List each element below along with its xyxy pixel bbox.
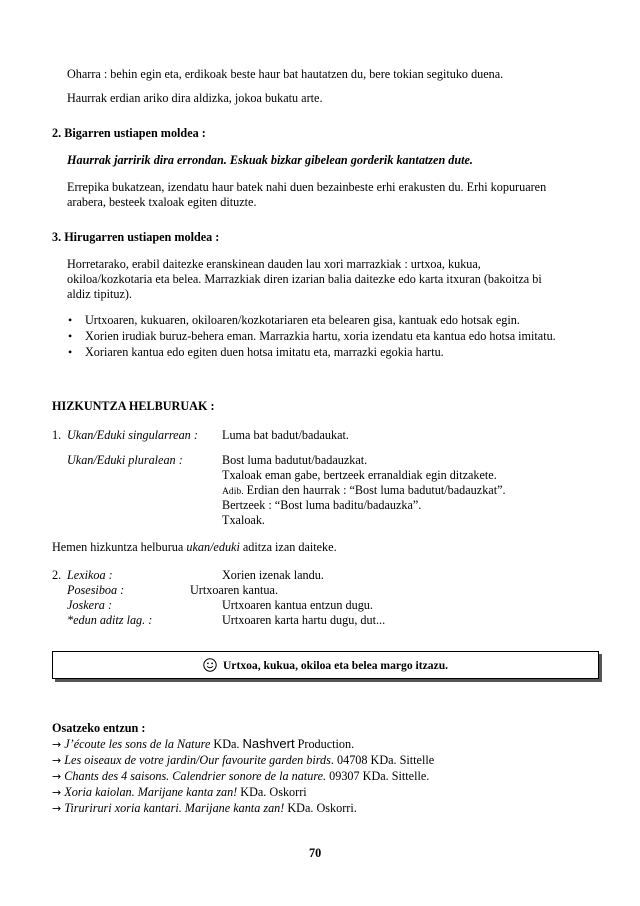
arrow-icon: →	[52, 770, 62, 783]
example-abbrev: Adib.	[222, 486, 244, 497]
goals-item2-number: 2.	[52, 568, 62, 582]
arrow-icon: →	[52, 786, 62, 799]
goals-heading: HIZKUNTZA HELBURUAK :	[52, 399, 215, 413]
section-2-para-line2: arabera, besteek txaloak egiten dituzte.	[67, 195, 257, 209]
possessive-label: Posesiboa :	[67, 583, 125, 597]
manner-value: Urtxoaren kantua entzun dugu.	[222, 598, 373, 612]
lexicon-label: Lexikoa :	[67, 568, 113, 582]
listen-item-title: Tiruriruri xoria kantari. Marijane kanta zan!	[64, 801, 285, 815]
summary-pre: Hemen hizkuntza helburua	[52, 540, 187, 554]
section-2-para-line1: Errepika bukatzean, izendatu haur batek nahi duen bezainbeste erhi erakusten du. Erhi kopuruaren	[67, 180, 547, 194]
listen-item	[52, 754, 434, 766]
listen-item	[52, 770, 429, 782]
goals-plural-label: Ukan/Eduki pluralean :	[67, 453, 183, 467]
listen-item-info: KDa. Oskorri	[237, 785, 307, 799]
listen-item-title: Les oiseaux de votre jardin/Our favourite garden birds	[64, 753, 331, 767]
note-text: Oharra : behin egin eta, erdikoak beste haur bat hautatzen du, bere tokian segituko duena.	[67, 67, 504, 81]
section-3-heading: 3. Hirugarren ustiapen moldea :	[52, 230, 220, 244]
goals-item1-value: Luma bat badut/badaukat.	[222, 428, 349, 442]
listen-item-info: KDa. Oskorri.	[284, 801, 357, 815]
goals-plural-line3	[222, 484, 506, 497]
goals-plural-line2: Txaloak eman gabe, bertzeek erranaldiak egin ditzakete.	[222, 468, 497, 482]
arrow-icon: →	[52, 802, 62, 815]
lexicon-value: Xorien izenak landu.	[222, 568, 324, 582]
bullet-icon: •	[68, 345, 73, 359]
list-item: Xorien irudiak buruz-behera eman. Marrazkia hartu, xoria izendatu eta kantua edo hotsa imitatu.	[85, 329, 556, 343]
listen-item-info: KDa.	[210, 737, 243, 751]
possessive-value: Urtxoaren kantua.	[190, 583, 278, 597]
goals-plural-line1: Bost luma badutut/badauzkat.	[222, 453, 368, 467]
activity-box-content	[53, 658, 598, 675]
goals-plural-line5: Txaloak.	[222, 513, 265, 527]
list-item: Urtxoaren, kukuaren, okiloaren/kozkotariaren eta belearen gisa, kantuak edo hotsak egin.	[85, 313, 520, 327]
goals-summary	[52, 541, 337, 553]
section-2-instruction: Haurrak jarririk dira errondan. Eskuak bizkar gibelean gorderik kantatzen dute.	[67, 153, 473, 167]
arrow-icon: →	[52, 738, 62, 751]
goals-item1-number: 1.	[52, 428, 62, 442]
manner-label: Joskera :	[67, 598, 113, 612]
section-2-heading: 2. Bigarren ustiapen moldea :	[52, 126, 206, 140]
activity-text: Urtxoa, kukua, okiloa eta belea margo itzazu.	[222, 659, 449, 672]
smiley-icon	[203, 658, 217, 675]
listen-item	[52, 737, 354, 750]
section-3-para-line2: okiloa/kozkotaria eta belea. Marrazkiak diren izarian balia daitezke edo karta itxuran (bakoitza bi	[67, 272, 542, 286]
page-number: 70	[309, 846, 322, 860]
summary-italic: ukan/eduki	[186, 540, 240, 554]
listen-item-info: . 04708 KDa. Sittelle	[330, 753, 435, 767]
arrow-icon: →	[52, 754, 62, 767]
summary-post: aditza izan daiteke.	[239, 540, 337, 554]
listen-item	[52, 802, 357, 814]
section-3-para-line1: Horretarako, erabil daitezke eranskinean dauden lau xori marrazkiak : urtxoa, kukua,	[67, 257, 481, 271]
listen-item-title: J’écoute les sons de la Nature	[64, 737, 211, 751]
listen-item-info: 09307 KDa. Sittelle.	[326, 769, 430, 783]
goals-plural-line4: Bertzeek : “Bost luma baditu/badauzka”.	[222, 498, 422, 512]
listen-item-title: Xoria kaiolan. Marijane kanta zan!	[64, 785, 238, 799]
listen-item	[52, 786, 307, 798]
list-item: Xoriaren kantua edo egiten duen hotsa imitatu eta, marrazki egokia hartu.	[85, 345, 444, 359]
verb-label: *edun aditz lag. :	[67, 613, 153, 627]
listen-item-tail: Production.	[294, 737, 355, 751]
bullet-icon: •	[68, 329, 73, 343]
goals-item1-label: Ukan/Eduki singularrean :	[67, 428, 198, 442]
rotate-text: Haurrak erdian ariko dira aldizka, jokoa bukatu arte.	[67, 91, 323, 105]
verb-value: Urtxoaren karta hartu dugu, dut...	[222, 613, 386, 627]
activity-box	[52, 651, 599, 679]
bullet-icon: •	[68, 313, 73, 327]
example-text: Erdian den haurrak : “Bost luma badutut/badauzkat”.	[246, 483, 506, 497]
listen-heading: Osatzeko entzun :	[52, 721, 146, 735]
section-3-para-line3: aldiz tipituz).	[67, 287, 132, 301]
listen-item-producer: Nashvert	[242, 736, 295, 751]
listen-item-title: Chants des 4 saisons. Calendrier sonore de la nature.	[64, 769, 327, 783]
